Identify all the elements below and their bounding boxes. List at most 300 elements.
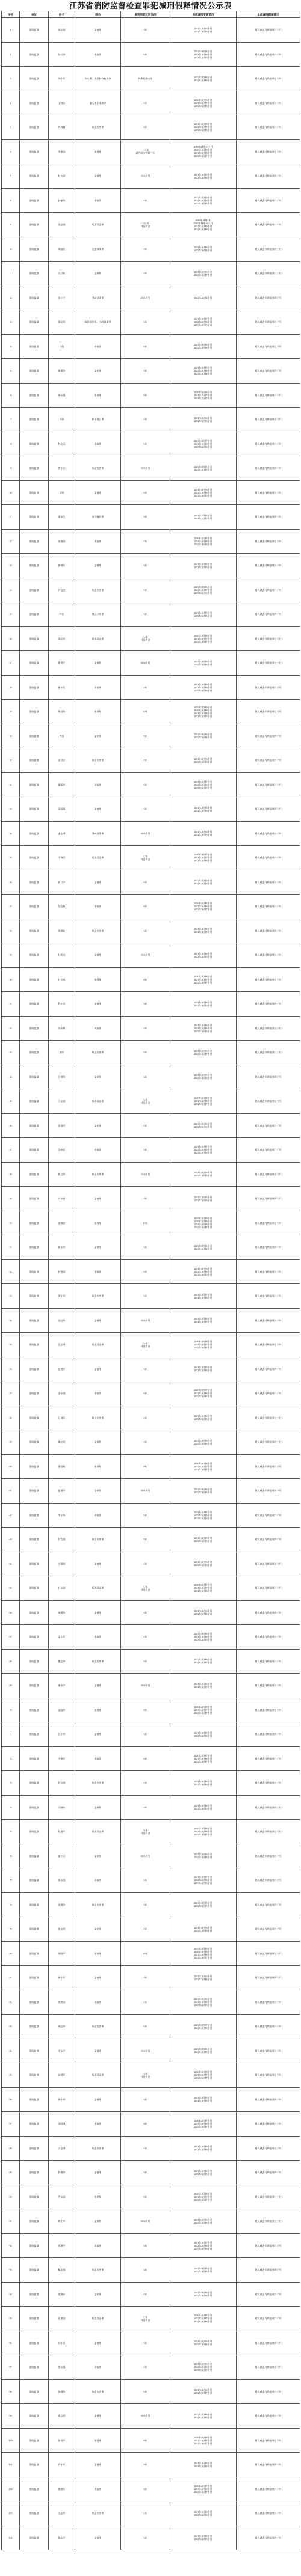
cell-name: 胡永强 — [49, 383, 75, 408]
cell-name: 邱国华 — [49, 1698, 75, 1722]
table-row — [2, 1552, 300, 1576]
cell-proposal: 建议减去有期徒刑六个月 — [237, 895, 300, 919]
cell-history: 2021年减刑6个月 2022年减刑4个月 — [170, 724, 237, 748]
table-row — [2, 2453, 300, 2477]
table-row — [2, 1990, 300, 2015]
cell-no: 32 — [2, 772, 20, 797]
cell-history: 2020年减刑8个月 2021年减刑7个月 2022年减刑7个月 — [170, 2063, 237, 2088]
cell-crime: 贩卖毒品罪 — [75, 2063, 121, 2088]
cell-sentence: 七年 并处罚金 — [121, 2307, 170, 2331]
cell-proposal: 建议减去有期徒刑五个月 — [237, 1674, 300, 1698]
cell-unit: 消防监狱 — [20, 2282, 49, 2307]
cell-unit: 消防监狱 — [20, 188, 49, 213]
cell-sentence: 3年 — [121, 992, 170, 1017]
cell-sentence: 4年 — [121, 1406, 170, 1430]
table-row — [2, 1162, 300, 1187]
cell-sentence: 5年 — [121, 1649, 170, 1674]
cell-unit: 消防监狱 — [20, 2501, 49, 2526]
table-row — [2, 1892, 300, 1917]
cell-unit: 消防监狱 — [20, 1844, 49, 1868]
cell-history: 2021年减刑6个月 2022年减刑6个月 2023年减刑5个月 — [170, 2355, 237, 2380]
cell-crime: 贩卖毒品罪 — [75, 626, 121, 651]
cell-crime: 盗窃罪 — [75, 2453, 121, 2477]
table-row — [2, 1503, 300, 1528]
cell-no: 62 — [2, 1503, 20, 1528]
cell-crime: 诈骗罪 — [75, 1625, 121, 1650]
cell-unit: 消防监狱 — [20, 1917, 49, 1942]
cell-sentence: 3年 — [121, 505, 170, 530]
cell-proposal: 建议减去有期徒刑六个月 — [237, 2477, 300, 2501]
table-row — [2, 2526, 300, 2550]
cell-history: 2021年减刑6个月 2022年减刑6个月 — [170, 2282, 237, 2307]
cell-no: 71 — [2, 1722, 20, 1747]
table-row — [2, 700, 300, 724]
cell-proposal: 建议减去有期徒刑六个月 — [237, 2379, 300, 2404]
cell-name: 郝建军 — [49, 2063, 75, 2088]
cell-sentence: 4年 — [121, 2136, 170, 2161]
cell-proposal: 建议减去有期徒刑七个月 — [237, 1941, 300, 1966]
cell-no: 40 — [2, 967, 20, 992]
cell-unit: 消防监狱 — [20, 18, 49, 43]
table-row — [2, 1625, 300, 1650]
cell-no: 90 — [2, 2185, 20, 2209]
cell-proposal: 建议减去有期徒刑五个月 — [237, 748, 300, 773]
cell-crime: 盗窃罪 — [75, 651, 121, 676]
cell-history: 2019年减刑1年 2020年减刑10个月 2021年减刑9个月 2022年减刑8个月 — [170, 213, 237, 237]
table-row — [2, 529, 300, 554]
cell-proposal: 建议减去有期徒刑五个月 — [237, 310, 300, 335]
table-row — [2, 164, 300, 189]
table-row — [2, 1284, 300, 1309]
cell-history: 2021年减刑6个月 2022年减刑5个月 — [170, 2039, 237, 2063]
cell-proposal: 建议减去有期徒刑五个月 — [237, 2355, 300, 2380]
cell-no: 92 — [2, 2233, 20, 2258]
table-row — [2, 1381, 300, 1406]
cell-history: 2021年减刑7个月 2022年减刑6个月 2023年减刑5个月 — [170, 772, 237, 797]
cell-name: 郑国庆 — [49, 237, 75, 262]
cell-history: 2021年减刑6个月 2022年减刑7个月 — [170, 262, 237, 286]
cell-no: 78 — [2, 1892, 20, 1917]
cell-name: 袁国强 — [49, 797, 75, 822]
cell-crime: 诈骗罪 — [75, 1868, 121, 1893]
cell-proposal: 建议减去有期徒刑五个月 — [237, 821, 300, 846]
cell-sentence: 4年 — [121, 91, 170, 115]
cell-history: 2020年减刑8个月 2021年减刑7个月 2022年减刑7个月 — [170, 626, 237, 651]
cell-proposal: 建议减去有期徒刑七个月 — [237, 967, 300, 992]
cell-crime: 故意伤害罪 — [75, 2015, 121, 2039]
cell-no: 10 — [2, 237, 20, 262]
cell-history: 2019年减刑9个月 2020年减刑8个月 2021年减刑8个月 2022年减刑7个月 — [170, 700, 237, 724]
cell-proposal: 建议减去有期徒刑六个月 — [237, 578, 300, 602]
cell-name: 孟小军 — [49, 1625, 75, 1650]
cell-crime: 诈骗罪 — [75, 1990, 121, 2015]
cell-no: 93 — [2, 2258, 20, 2283]
cell-history: 2021年减刑6个月 2022年减刑5个月 — [170, 1479, 237, 1504]
cell-history: 2021年减刑5个月 2022年减刑5个月 — [170, 2258, 237, 2283]
table-row — [2, 1528, 300, 1552]
cell-no: 76 — [2, 1844, 20, 1868]
cell-no: 61 — [2, 1479, 20, 1504]
cell-proposal: 建议减去有期徒刑五个月 — [237, 651, 300, 676]
cell-name: 钱建华 — [49, 2161, 75, 2185]
cell-history: 2021年减刑6个月 2022年减刑5个月 — [170, 943, 237, 968]
cell-no: 81 — [2, 1966, 20, 1990]
cell-unit: 消防监狱 — [20, 432, 49, 456]
cell-name: 方建明 — [49, 1552, 75, 1576]
cell-no: 75 — [2, 1820, 20, 1844]
cell-sentence: 3年 — [121, 1722, 170, 1747]
cell-crime: 盗窃罪 — [75, 1844, 121, 1868]
cell-proposal: 建议减去有期徒刑七个月 — [237, 67, 300, 91]
cell-name: 毛永平 — [49, 2039, 75, 2063]
cell-history: 2020年减刑8个月 2021年减刑8个月 2022年减刑7个月 — [170, 1820, 237, 1844]
cell-history: 2020年减刑7个月 2021年减刑8个月 2022年减刑6个月 — [170, 529, 237, 554]
table-row — [2, 2185, 300, 2209]
cell-proposal: 建议减去有期徒刑七个月 — [237, 626, 300, 651]
cell-sentence: 3年6个月 — [121, 456, 170, 481]
cell-unit: 消防监狱 — [20, 334, 49, 359]
cell-crime: 故意伤害罪 — [75, 1528, 121, 1552]
cell-proposal: 建议减去有期徒刑八个月 — [237, 213, 300, 237]
table-row — [2, 1844, 300, 1868]
cell-crime: 开设赌场罪 — [75, 505, 121, 530]
table-row — [2, 1649, 300, 1674]
cell-proposal: 建议减去有期徒刑七个月 — [237, 1820, 300, 1844]
cell-sentence: 10年 — [121, 1211, 170, 1235]
cell-history: 2021年减刑5个月 2022年减刑6个月 — [170, 797, 237, 822]
cell-unit: 消防监狱 — [20, 1868, 49, 1893]
cell-unit: 消防监狱 — [20, 1357, 49, 1381]
cell-crime: 诈骗罪 — [75, 2233, 121, 2258]
cell-unit: 消防监狱 — [20, 2428, 49, 2453]
cell-crime: 失火罪、非法持有枪支罪 — [75, 67, 121, 91]
cell-name: 金永强 — [49, 1381, 75, 1406]
cell-unit: 消防监狱 — [20, 2233, 49, 2258]
cell-sentence: 3年 — [121, 1430, 170, 1455]
cell-crime: 故意伤害罪 — [75, 2379, 121, 2404]
table-row — [2, 1820, 300, 1844]
cell-name: 崔永明 — [49, 1235, 75, 1260]
cell-unit: 消防监狱 — [20, 724, 49, 748]
cell-no: 73 — [2, 1771, 20, 1796]
cell-history: 2021年减刑5个月 2022年减刑5个月 — [170, 1892, 237, 1917]
table-row — [2, 2355, 300, 2380]
cell-unit: 消防监狱 — [20, 554, 49, 578]
cell-proposal: 建议减去有期徒刑五个月 — [237, 2039, 300, 2063]
cell-unit: 消防监狱 — [20, 2258, 49, 2283]
cell-proposal: 建议减去有期徒刑四个月 — [237, 2161, 300, 2185]
cell-crime: 盗窃罪 — [75, 2087, 121, 2112]
cell-sentence: 3年6个月 — [121, 2039, 170, 2063]
cell-no: 104 — [2, 2526, 20, 2550]
cell-no: 55 — [2, 1333, 20, 1357]
cell-sentence: 9年 — [121, 1454, 170, 1479]
cell-history: 2021年减刑4个月 2022年减刑6个月 2023年减刑5个月 — [170, 42, 237, 67]
cell-history: 2020年减刑7个月 2021年减刑6个月 2022年减刑7个月 — [170, 895, 237, 919]
table-header-row — [2, 11, 300, 18]
cell-no: 53 — [2, 1284, 20, 1309]
cell-unit: 消防监狱 — [20, 1259, 49, 1284]
cell-no: 64 — [2, 1552, 20, 1576]
cell-history: 2021年减刑6个月 2022年减刑6个月 2023年减刑5个月 — [170, 480, 237, 505]
cell-name: 尹建军 — [49, 1746, 75, 1771]
cell-history: 2021年减刑6个月 2022年减刑5个月 — [170, 1674, 237, 1698]
cell-proposal: 建议减去有期徒刑六个月 — [237, 2112, 300, 2137]
cell-unit: 消防监狱 — [20, 310, 49, 335]
cell-crime: 诈骗罪 — [75, 772, 121, 797]
cell-crime: 诈骗罪 — [75, 42, 121, 67]
cell-unit: 消防监狱 — [20, 2087, 49, 2112]
cell-crime: 盗窃罪 — [75, 1966, 121, 1990]
cell-no: 51 — [2, 1235, 20, 1260]
cell-name: 沈伟民 — [49, 1138, 75, 1163]
cell-no: 14 — [2, 334, 20, 359]
cell-name: 蒋立平 — [49, 870, 75, 895]
cell-unit: 消防监狱 — [20, 529, 49, 554]
cell-name: 马俊 — [49, 334, 75, 359]
cell-history: 2020年减刑8个月 2021年减刑7个月 2022年减刑7个月 — [170, 2185, 237, 2209]
cell-unit: 消防监狱 — [20, 2136, 49, 2161]
cell-unit: 消防监狱 — [20, 919, 49, 943]
cell-proposal: 建议减去有期徒刑六个月 — [237, 1041, 300, 1065]
cell-proposal: 建议减去有期徒刑四个月 — [237, 2331, 300, 2355]
cell-unit: 消防监狱 — [20, 2015, 49, 2039]
cell-sentence: 7年 — [121, 529, 170, 554]
cell-proposal: 建议减去有期徒刑六个月 — [237, 772, 300, 797]
cell-history: 2021年减刑7个月 2022年减刑6个月 2023年减刑6个月 — [170, 432, 237, 456]
table-row — [2, 286, 300, 310]
cell-unit: 消防监狱 — [20, 2039, 49, 2063]
cell-no: 52 — [2, 1259, 20, 1284]
cell-sentence: 3年 — [121, 602, 170, 627]
cell-crime: 诈骗罪 — [75, 2355, 121, 2380]
cell-history: 2021年减刑6个月 2022年减刑5个月 — [170, 2404, 237, 2429]
cell-unit: 消防监狱 — [20, 2063, 49, 2088]
table-row — [2, 724, 300, 748]
cell-no: 27 — [2, 651, 20, 676]
cell-sentence: 10年 — [121, 1941, 170, 1966]
cell-history: 2021年减刑8个月 2022年减刑6个月 — [170, 67, 237, 91]
cell-history: 2021年减刑5个月 2022年减刑6个月 — [170, 1065, 237, 1089]
cell-crime: 盗窃罪 — [75, 554, 121, 578]
cell-sentence: 5年 — [121, 772, 170, 797]
column-header-history: 历次减刑变更情况 — [170, 11, 237, 18]
cell-sentence: 5年 — [121, 1868, 170, 1893]
cell-name: 秦永平 — [49, 1674, 75, 1698]
cell-unit: 消防监狱 — [20, 286, 49, 310]
cell-no: 4 — [2, 91, 20, 115]
cell-name: 丁志刚 — [49, 1089, 75, 1114]
cell-crime: 故意伤害罪 — [75, 1406, 121, 1430]
cell-history: 2021年减刑5个月 2022年减刑6个月 — [170, 2453, 237, 2477]
cell-proposal: 建议减去有期徒刑六个月 — [237, 42, 300, 67]
cell-history: 2021年减刑6个月 2022年减刑5个月 — [170, 1308, 237, 1333]
cell-crime: 盗窃罪 — [75, 992, 121, 1017]
cell-history: 2020年减刑7个月 2021年减刑7个月 2022年减刑6个月 — [170, 1576, 237, 1601]
cell-name: 龙建华 — [49, 1892, 75, 1917]
cell-history: 2021年减刑6个月 2022年减刑6个月 — [170, 1113, 237, 1138]
cell-no: 50 — [2, 1211, 20, 1235]
cell-proposal: 建议减去有期徒刑六个月 — [237, 846, 300, 870]
cell-no: 63 — [2, 1528, 20, 1552]
table-row — [2, 334, 300, 359]
cell-name: 彭小军 — [49, 675, 75, 700]
cell-crime: 盗窃罪 — [75, 262, 121, 286]
cell-no: 41 — [2, 992, 20, 1017]
cell-no: 99 — [2, 2404, 20, 2429]
cell-proposal: 建议减去有期徒刑四个月 — [237, 2526, 300, 2550]
cell-no: 12 — [2, 286, 20, 310]
cell-crime: 故意伤害罪 — [75, 456, 121, 481]
cell-unit: 消防监狱 — [20, 2112, 49, 2137]
table-row — [2, 456, 300, 481]
cell-unit: 消防监狱 — [20, 1771, 49, 1796]
cell-history: 2021年减刑5个月 2022年减刑5个月 — [170, 919, 237, 943]
cell-sentence: 十二年 剥夺政治权利三年 — [121, 139, 170, 164]
table-row — [2, 2379, 300, 2404]
cell-unit: 消防监狱 — [20, 1576, 49, 1601]
cell-sentence: 5年 — [121, 1284, 170, 1309]
table-row — [2, 651, 300, 676]
cell-unit: 消防监狱 — [20, 1089, 49, 1114]
cell-name: 汤建华 — [49, 2379, 75, 2404]
cell-no: 22 — [2, 529, 20, 554]
table-row — [2, 1941, 300, 1966]
table-row — [2, 602, 300, 627]
cell-crime: 职务侵占罪 — [75, 408, 121, 432]
cell-proposal: 建议减去有期徒刑四个月 — [237, 992, 300, 1017]
cell-crime: 故意伤害罪 — [75, 1162, 121, 1187]
table-row — [2, 139, 300, 164]
cell-name: 张志刚 — [49, 18, 75, 43]
cell-sentence: 5年 — [121, 578, 170, 602]
cell-unit: 消防监狱 — [20, 1528, 49, 1552]
cell-no: 19 — [2, 456, 20, 481]
table-row — [2, 626, 300, 651]
table-row — [2, 919, 300, 943]
cell-history: 2021年减刑6个月 2022年减刑6个月 — [170, 748, 237, 773]
cell-crime: 盗窃罪 — [75, 1479, 121, 1504]
cell-no: 57 — [2, 1381, 20, 1406]
cell-name: 王晓东 — [49, 91, 75, 115]
cell-crime: 盗窃罪 — [75, 1674, 121, 1698]
cell-sentence: 3年 — [121, 724, 170, 748]
table-row — [2, 1406, 300, 1430]
table-row — [2, 2428, 300, 2453]
table-row — [2, 2307, 300, 2331]
cell-proposal: 建议减去有期徒刑六个月 — [237, 383, 300, 408]
cell-sentence: 4年 — [121, 1259, 170, 1284]
table-row — [2, 2233, 300, 2258]
cell-name: 顾志华 — [49, 2015, 75, 2039]
cell-name: 罗小兵 — [49, 456, 75, 481]
cell-name: 邵国强 — [49, 2112, 75, 2137]
table-row — [2, 42, 300, 67]
cell-unit: 消防监狱 — [20, 626, 49, 651]
table-row — [2, 992, 300, 1017]
cell-sentence: 九年 并处罚金 — [121, 1820, 170, 1844]
cell-no: 6 — [2, 139, 20, 164]
table-row — [2, 870, 300, 895]
cell-no: 25 — [2, 602, 20, 627]
cell-proposal: 建议减去有期徒刑四个月 — [237, 1187, 300, 1211]
cell-proposal: 建议减去有期徒刑五个月 — [237, 2501, 300, 2526]
cell-no: 43 — [2, 1041, 20, 1065]
table-row — [2, 237, 300, 262]
cell-crime: 诈骗罪 — [75, 1016, 121, 1041]
table-row — [2, 1187, 300, 1211]
cell-crime: 抢劫罪 — [75, 139, 121, 164]
cell-sentence: 八年 并处罚金 — [121, 626, 170, 651]
cell-sentence: 6年 — [121, 334, 170, 359]
cell-history: 2021年减刑6个月 2022年减刑7个月 — [170, 2379, 237, 2404]
cell-sentence: 4年 — [121, 870, 170, 895]
cell-crime: 盗窃罪 — [75, 2404, 121, 2429]
cell-proposal: 建议减去有期徒刑五个月 — [237, 943, 300, 968]
cell-proposal: 建议减去有期徒刑七个月 — [237, 334, 300, 359]
cell-proposal: 建议减去有期徒刑六个月 — [237, 115, 300, 140]
cell-sentence: 3年 — [121, 1187, 170, 1211]
cell-proposal: 建议减去有期徒刑六个月 — [237, 432, 300, 456]
cell-name: 武建平 — [49, 2233, 75, 2258]
cell-unit: 消防监狱 — [20, 1041, 49, 1065]
cell-proposal: 建议减去有期徒刑四个月 — [237, 1528, 300, 1552]
cell-sentence: 3年 — [121, 797, 170, 822]
cell-crime: 故意伤害罪 — [75, 1649, 121, 1674]
table-row — [2, 1722, 300, 1747]
cell-sentence: 4年 — [121, 2501, 170, 2526]
cell-name: 施永平 — [49, 2526, 75, 2550]
cell-name: 易国平 — [49, 2428, 75, 2453]
cell-name: 侯永强 — [49, 1868, 75, 1893]
cell-proposal: 建议减去有期徒刑四个月 — [237, 456, 300, 481]
table-row — [2, 821, 300, 846]
cell-sentence: 4年 — [121, 1113, 170, 1138]
cell-history: 2021年减刑5个月 2022年减刑6个月 — [170, 164, 237, 189]
table-row — [2, 1259, 300, 1284]
cell-proposal: 建议减去有期徒刑五个月 — [237, 1844, 300, 1868]
cell-proposal: 建议减去有期徒刑四个月 — [237, 1892, 300, 1917]
cell-unit: 消防监狱 — [20, 602, 49, 627]
cell-history: 2021年减刑6个月 2022年减刑6个月 — [170, 2501, 237, 2526]
cell-history: 2021年减刑6个月 2022年减刑7个月 — [170, 1041, 237, 1065]
cell-name: 唐建军 — [49, 554, 75, 578]
cell-history: 2021年减刑7个月 2022年减刑6个月 — [170, 1284, 237, 1309]
cell-no: 91 — [2, 2209, 20, 2234]
cell-no: 49 — [2, 1187, 20, 1211]
cell-unit: 消防监狱 — [20, 408, 49, 432]
cell-proposal: 建议减去有期徒刑六个月 — [237, 188, 300, 213]
cell-no: 48 — [2, 1162, 20, 1187]
cell-name: 徐志明 — [49, 310, 75, 335]
column-header-proposal: 本次减刑假释建议 — [237, 11, 300, 18]
table-row — [2, 1771, 300, 1796]
cell-crime: 盗窃罪 — [75, 1430, 121, 1455]
cell-history: 2020年减刑8个月 2021年减刑7个月 2022年减刑7个月 — [170, 2428, 237, 2453]
cell-proposal: 建议减去有期徒刑四个月 — [237, 1600, 300, 1625]
cell-unit: 消防监狱 — [20, 237, 49, 262]
cell-crime: 抢劫罪 — [75, 967, 121, 992]
cell-proposal: 建议减去有期徒刑四个月 — [237, 359, 300, 384]
cell-proposal: 建议减去有期徒刑七个月 — [237, 1698, 300, 1722]
cell-history: 2021年减刑7个月 2022年减刑6个月 — [170, 2015, 237, 2039]
cell-name: 石海军 — [49, 1406, 75, 1430]
table-row — [2, 772, 300, 797]
cell-unit: 消防监狱 — [20, 2161, 49, 2185]
cell-name: 吴志强 — [49, 213, 75, 237]
cell-sentence: 3年 — [121, 1065, 170, 1089]
cell-crime: 故意伤害罪 — [75, 578, 121, 602]
